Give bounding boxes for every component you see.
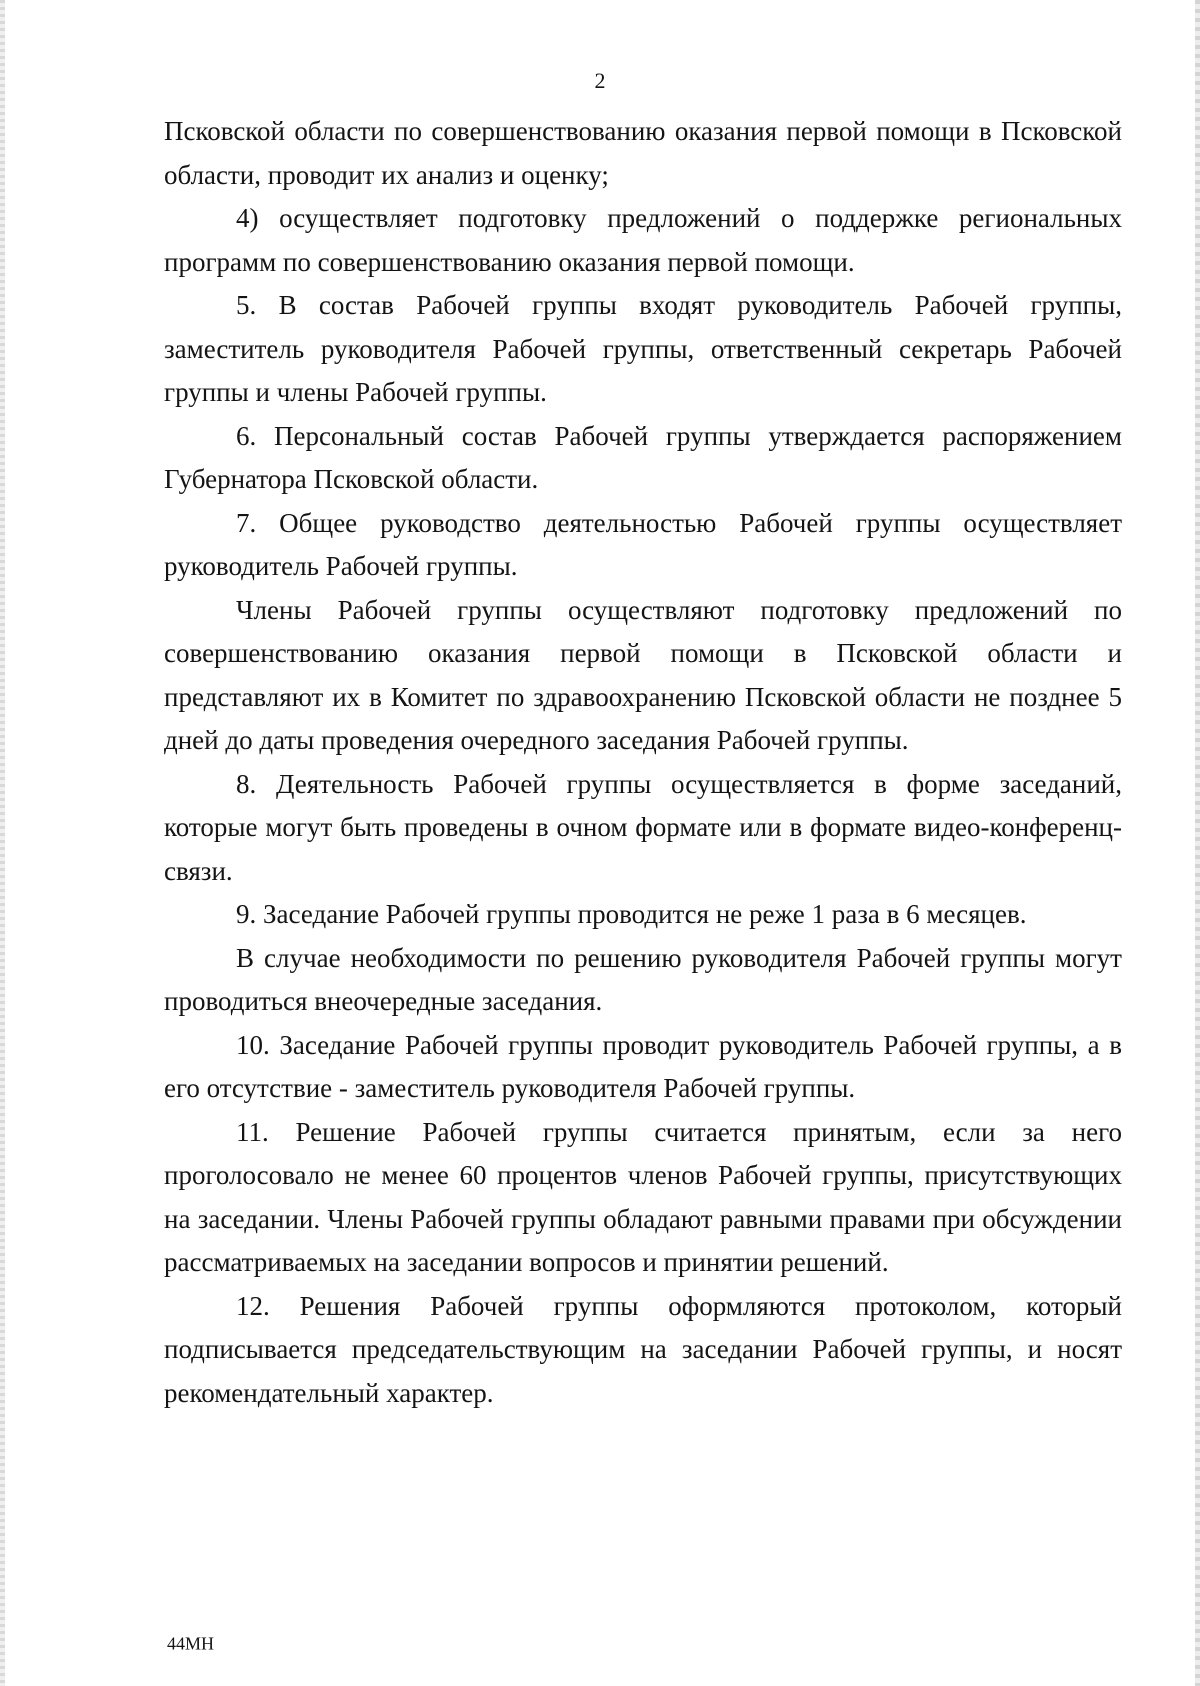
scan-edge-left xyxy=(0,0,5,1686)
paragraph-item-9: 9. Заседание Рабочей группы проводится не реже 1 раза в 6 месяцев. xyxy=(236,899,1027,929)
paragraph-item-10: 10. Заседание Рабочей группы проводит руководитель Рабочей группы, а в его отсутствие - заместитель руководителя Рабочей группы. xyxy=(164,1029,1122,1103)
paragraph-continuation: Псковской области по совершенствованию оказания первой помощи в Псковской области, проводит их анализ и оценку; xyxy=(164,116,1122,190)
paragraph-extraordinary-meetings: В случае необходимости по решению руководителя Рабочей группы могут проводиться внеочередные заседания. xyxy=(164,942,1122,1016)
paragraph-item-7: 7. Общее руководство деятельностью Рабочей группы осуществляет руководитель Рабочей группы. xyxy=(164,507,1122,581)
paragraph-item-4: 4) осуществляет подготовку предложений о поддержке региональных программ по совершенствованию оказания первой помощи. xyxy=(164,203,1122,277)
paragraph-item-8: 8. Деятельность Рабочей группы осуществляется в форме заседаний, которые могут быть проведены в очном формате или в формате видео-конференц-связи. xyxy=(164,768,1122,886)
scan-edge-right xyxy=(1195,0,1200,1686)
document-body xyxy=(164,110,1122,1415)
paragraph-item-6: 6. Персональный состав Рабочей группы утверждается распоряжением Губернатора Псковской области. xyxy=(164,420,1122,494)
paragraph-item-11: 11. Решение Рабочей группы считается принятым, если за него проголосовало не менее 60 процентов членов Рабочей группы, присутствующих на заседании. Члены Рабочей группы обладают равными правами при обсуждении рассматриваемых на заседании вопросов и принятии решений. xyxy=(164,1116,1122,1277)
paragraph-item-12: 12. Решения Рабочей группы оформляются протоколом, который подписывается председательствующим на заседании Рабочей группы, и носят рекомендательный характер. xyxy=(164,1290,1122,1408)
footer-document-code: 44МН xyxy=(167,1633,215,1654)
paragraph-item-5: 5. В состав Рабочей группы входят руководитель Рабочей группы, заместитель руководителя Рабочей группы, ответственный секретарь Рабочей группы и члены Рабочей группы. xyxy=(164,290,1122,407)
paragraph-members-proposals: Члены Рабочей группы осуществляют подготовку предложений по совершенствованию оказания первой помощи в Псковской области и представляют их в Комитет по здравоохранению Псковской области не позднее 5 дней до даты проведения очередного заседания Рабочей группы. xyxy=(164,594,1122,755)
page-number: 2 xyxy=(594,68,606,93)
